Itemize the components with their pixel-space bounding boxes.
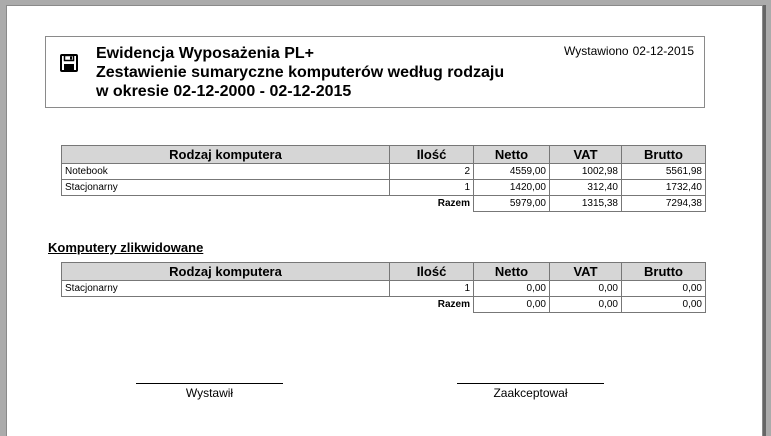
issued-label: Wystawiono bbox=[564, 44, 629, 58]
floppy-disk-icon bbox=[60, 54, 78, 72]
total-netto: 5979,00 bbox=[474, 196, 550, 212]
cell-vat: 312,40 bbox=[550, 180, 622, 196]
cell-qty: 1 bbox=[390, 180, 474, 196]
cell-brutto: 1732,40 bbox=[622, 180, 706, 196]
cell-brutto: 0,00 bbox=[622, 281, 706, 297]
app-name: Ewidencja Wyposażenia PL+ bbox=[96, 45, 314, 62]
total-vat: 0,00 bbox=[550, 297, 622, 313]
cell-type: Notebook bbox=[62, 164, 390, 180]
table-header-row bbox=[62, 263, 706, 281]
column-header-brutto: Brutto bbox=[622, 263, 706, 281]
total-brutto: 0,00 bbox=[622, 297, 706, 313]
report-period: w okresie 02-12-2000 - 02-12-2015 bbox=[96, 83, 352, 100]
table-header-row bbox=[62, 146, 706, 164]
column-header-type: Rodzaj komputera bbox=[62, 146, 390, 164]
empty-cell bbox=[62, 196, 390, 212]
cell-brutto: 5561,98 bbox=[622, 164, 706, 180]
report-header bbox=[45, 36, 705, 108]
column-header-brutto: Brutto bbox=[622, 146, 706, 164]
column-header-vat: VAT bbox=[550, 263, 622, 281]
empty-cell bbox=[62, 297, 390, 313]
report-page bbox=[6, 5, 763, 436]
table-row bbox=[62, 180, 706, 196]
column-header-netto: Netto bbox=[474, 146, 550, 164]
column-header-vat: VAT bbox=[550, 146, 622, 164]
cell-netto: 4559,00 bbox=[474, 164, 550, 180]
column-header-qty: Ilość bbox=[390, 146, 474, 164]
cell-vat: 0,00 bbox=[550, 281, 622, 297]
disposed-section-title: Komputery zlikwidowane bbox=[48, 240, 204, 255]
cell-type: Stacjonarny bbox=[62, 281, 390, 297]
cell-netto: 1420,00 bbox=[474, 180, 550, 196]
total-brutto: 7294,38 bbox=[622, 196, 706, 212]
total-vat: 1315,38 bbox=[550, 196, 622, 212]
cell-type: Stacjonarny bbox=[62, 180, 390, 196]
signature-line-issued bbox=[136, 383, 283, 384]
column-header-qty: Ilość bbox=[390, 263, 474, 281]
column-header-netto: Netto bbox=[474, 263, 550, 281]
table-row bbox=[62, 281, 706, 297]
cell-vat: 1002,98 bbox=[550, 164, 622, 180]
table-row bbox=[62, 164, 706, 180]
total-netto: 0,00 bbox=[474, 297, 550, 313]
total-label: Razem bbox=[437, 197, 470, 209]
signature-label-accepted: Zaakceptował bbox=[493, 386, 568, 400]
total-row bbox=[62, 196, 706, 212]
disposed-computers-table bbox=[61, 262, 706, 313]
signature-label-issued: Wystawił bbox=[185, 386, 234, 400]
issued-info bbox=[564, 44, 694, 58]
cell-qty: 1 bbox=[390, 281, 474, 297]
cell-netto: 0,00 bbox=[474, 281, 550, 297]
total-row bbox=[62, 297, 706, 313]
column-header-type: Rodzaj komputera bbox=[62, 263, 390, 281]
cell-qty: 2 bbox=[390, 164, 474, 180]
report-title: Zestawienie sumaryczne komputerów według rodzaju bbox=[96, 64, 505, 81]
signature-line-accepted bbox=[457, 383, 604, 384]
computers-summary-table bbox=[61, 145, 706, 212]
issued-date: 02-12-2015 bbox=[632, 44, 694, 58]
total-label: Razem bbox=[437, 298, 470, 310]
